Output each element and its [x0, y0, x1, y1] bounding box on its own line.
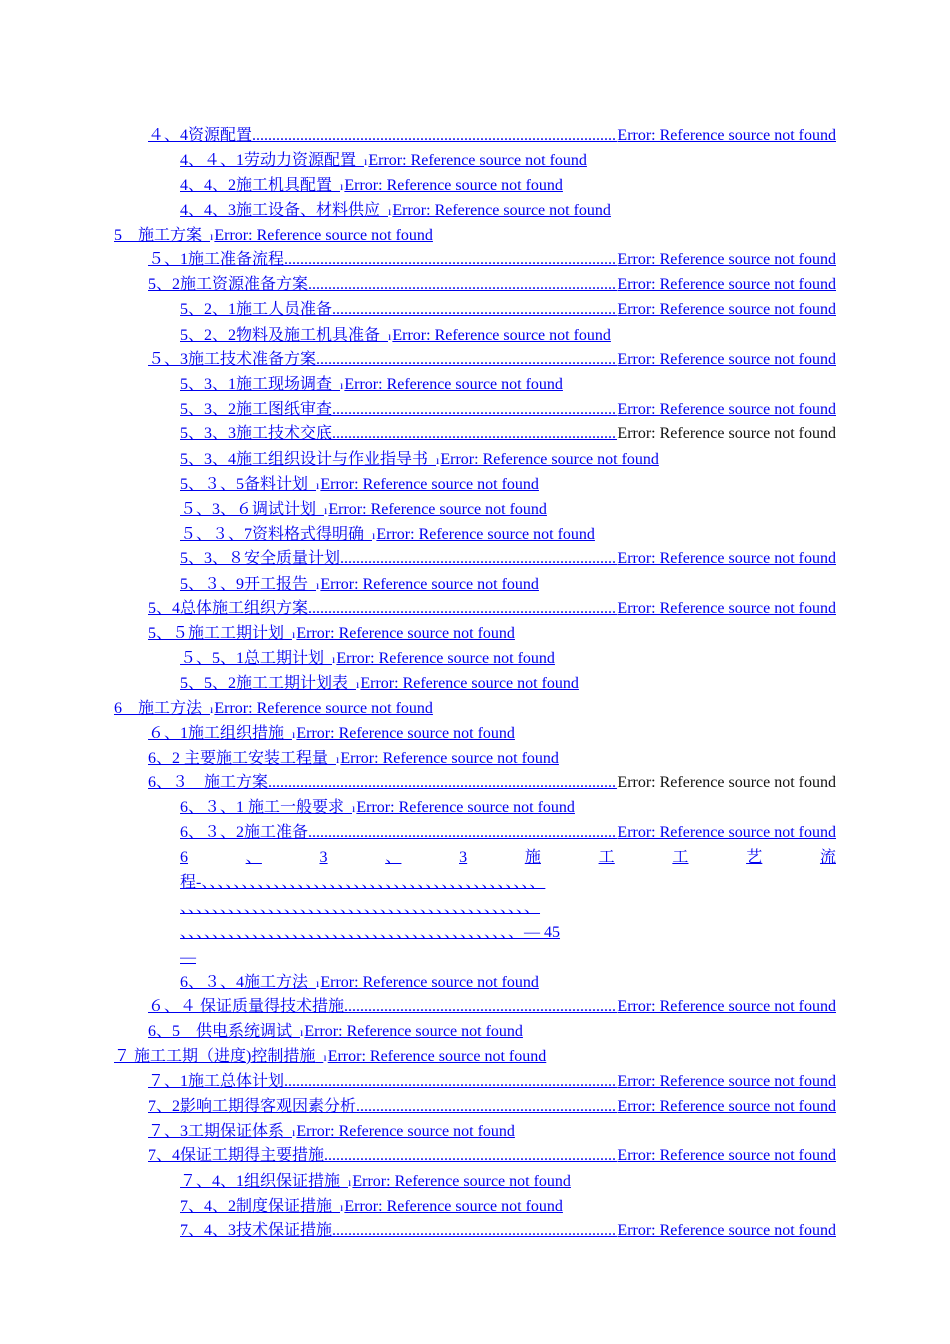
page-reference-error: Error: Reference source not found [617, 774, 836, 791]
page-reference-error: Error: Reference source not found [368, 152, 587, 169]
toc-entry-title: 5、3、2施工图纸审查 [180, 401, 333, 418]
toc-entry[interactable] [180, 200, 611, 222]
toc-entry[interactable] [148, 1121, 515, 1143]
tab-marker-icon: ı [300, 1025, 304, 1039]
tab-gap [332, 1198, 340, 1215]
toc-entry[interactable] [180, 648, 555, 670]
justified-token: 工 [672, 849, 689, 866]
dot-leader [332, 1220, 617, 1242]
tab-marker-icon: ı [388, 204, 392, 218]
page-reference-error: Error: Reference source not found [356, 799, 575, 816]
page-reference-error: Error: Reference source not found [296, 1123, 515, 1140]
tab-marker-icon: ı [348, 1175, 352, 1189]
page-reference-error: Error: Reference source not found [617, 1147, 836, 1164]
page-reference-error: Error: Reference source not found [617, 401, 836, 418]
toc-entry-title: ７ 施工工期（进度)控制措施 [114, 1048, 316, 1065]
page-reference-error: Error: Reference source not found [214, 227, 433, 244]
toc-entry-title: 6、３ 施工方案 [148, 774, 269, 791]
toc-entry[interactable] [148, 274, 836, 296]
toc-entry[interactable] [180, 524, 595, 546]
tab-marker-icon: ı [332, 652, 336, 666]
toc-entry[interactable] [148, 723, 515, 745]
page-reference-error: Error: Reference source not found [320, 576, 539, 593]
toc-entry-title: ５、３、7资料格式得明确 [180, 526, 365, 543]
tab-gap [428, 451, 436, 468]
toc-entry-title: 5 施工方案 [114, 227, 203, 244]
page-reference-error: Error: Reference source not found [392, 202, 611, 219]
page-reference-error: Error: Reference source not found [617, 550, 836, 567]
tab-marker-icon: ı [292, 1125, 296, 1139]
justified-token: 3 [459, 849, 468, 866]
toc-entry[interactable] [180, 1196, 563, 1218]
tab-gap [308, 476, 316, 493]
toc-entry[interactable] [148, 598, 836, 620]
toc-entry[interactable] [180, 1171, 571, 1193]
toc-entry[interactable] [148, 349, 836, 371]
page-reference-error: Error: Reference source not found [320, 476, 539, 493]
toc-entry-title: 5、2、2物料及施工机具准备 [180, 327, 381, 344]
justified-line-1 [180, 845, 836, 870]
toc-entry-title: 5、2施工资源准备方案 [148, 276, 309, 293]
dot-leader [356, 1096, 617, 1118]
justified-token: 、 [245, 849, 262, 866]
toc-entry[interactable] [148, 1096, 836, 1118]
toc-entry[interactable] [180, 474, 539, 496]
toc-entry-title: ７、4、1组织保证措施 [180, 1173, 341, 1190]
tab-marker-icon: ı [352, 801, 356, 815]
page-reference-error: Error: Reference source not found [617, 824, 836, 841]
dot-leader [268, 772, 617, 794]
toc-entry[interactable] [180, 574, 539, 596]
page-reference-error: Error: Reference source not found [617, 998, 836, 1015]
justified-line-3: 、、、、、、、、、、、、、、、、、、、、、、、、、、、、、、、、、、、、、、、、、、、、 [180, 899, 541, 916]
dot-leader [308, 598, 617, 620]
toc-entry[interactable] [180, 499, 547, 521]
toc-entry-title: 5、3、８安全质量计划 [180, 550, 341, 567]
toc-entry-title: 7、4、2制度保证措施 [180, 1198, 333, 1215]
page-reference-error: Error: Reference source not found [340, 750, 559, 767]
toc-entry[interactable] [148, 249, 836, 271]
tab-marker-icon: ı [336, 752, 340, 766]
toc-entry-title: 5、3、1施工现场调查 [180, 376, 333, 393]
tab-gap [332, 177, 340, 194]
toc-entry-title: ５、5、1总工期计划 [180, 650, 325, 667]
toc-entry[interactable] [180, 325, 611, 347]
page-reference-error: Error: Reference source not found [617, 127, 836, 144]
tab-marker-icon: ı [356, 677, 360, 691]
page-reference-error: Error: Reference source not found [344, 177, 563, 194]
page-reference-error: Error: Reference source not found [336, 650, 555, 667]
page-reference-error: Error: Reference source not found [440, 451, 659, 468]
page-reference-error: Error: Reference source not found [327, 1048, 547, 1065]
toc-entry[interactable] [180, 972, 539, 994]
page-reference-error: Error: Reference source not found [296, 625, 515, 642]
toc-entry[interactable] [180, 673, 579, 695]
tab-marker-icon: ı [323, 1050, 327, 1064]
tab-marker-icon: ı [316, 478, 320, 492]
page-reference-error: Error: Reference source not found [617, 600, 836, 617]
toc-entry[interactable] [114, 698, 433, 720]
tab-gap [380, 327, 388, 344]
tab-marker-icon: ı [210, 702, 214, 716]
tab-gap [284, 725, 292, 742]
tab-marker-icon: ı [436, 453, 440, 467]
justified-line-2: 程-、、、、、、、、、、、、、、、、、、、、、、、、、、、、、、、、、、、、、、、、、、 [180, 874, 546, 891]
toc-entry[interactable] [148, 1021, 523, 1043]
toc-entry-title: 5、３、9开工报告 [180, 576, 309, 593]
toc-entry-title: 4、４、1劳动力资源配置 [180, 152, 357, 169]
dot-leader [284, 1071, 617, 1093]
toc-entry-title: 5、5、2施工工期计划表 [180, 675, 349, 692]
toc-entry-title: ４、4资源配置 [148, 127, 253, 144]
dot-leader [332, 399, 617, 421]
page-reference-error: Error: Reference source not found [617, 251, 836, 268]
tab-marker-icon: ı [292, 727, 296, 741]
tab-gap [284, 625, 292, 642]
toc-entry[interactable] [180, 1220, 836, 1242]
tab-marker-icon: ı [316, 578, 320, 592]
tab-gap [316, 501, 324, 518]
tab-marker-icon: ı [364, 154, 368, 168]
justified-token: 艺 [746, 849, 763, 866]
page-reference-error: Error: Reference source not found [376, 526, 595, 543]
toc-entry[interactable] [148, 623, 515, 645]
tab-gap [308, 974, 316, 991]
page-reference-error: Error: Reference source not found [328, 501, 547, 518]
tab-marker-icon: ı [340, 1200, 344, 1214]
page-reference-error: Error: Reference source not found [304, 1023, 523, 1040]
dot-leader [324, 1145, 617, 1167]
dot-leader [316, 349, 617, 371]
toc-entry-title: 4、4、2施工机具配置 [180, 177, 333, 194]
page-reference-error: Error: Reference source not found [617, 276, 836, 293]
justified-token: 3 [319, 849, 328, 866]
dot-leader [332, 299, 617, 321]
toc-entry-6-3-3-process-flow[interactable] [180, 845, 836, 970]
toc-entry-title: ７、3工期保证体系 [148, 1123, 285, 1140]
justified-token: 工 [598, 849, 615, 866]
toc-entry[interactable] [180, 374, 563, 396]
toc-entry-title: 4、4、3施工设备、材料供应 [180, 202, 381, 219]
page-reference-error: Error: Reference source not found [617, 351, 836, 368]
dot-leader [344, 996, 617, 1018]
page-reference-error: Error: Reference source not found [352, 1173, 571, 1190]
page-reference-error: Error: Reference source not found [617, 1222, 836, 1239]
toc-entry[interactable] [180, 299, 836, 321]
toc-entry[interactable] [180, 423, 836, 445]
tab-gap [348, 675, 356, 692]
toc-entry-title: 6、３、2施工准备 [180, 824, 309, 841]
toc-entry[interactable] [180, 150, 587, 172]
tab-marker-icon: ı [210, 229, 214, 243]
toc-entry[interactable] [114, 1046, 546, 1068]
tab-gap [340, 1173, 348, 1190]
justified-line-5: — [180, 949, 196, 966]
toc-entry-title: 5、4总体施工组织方案 [148, 600, 309, 617]
tab-gap [308, 576, 316, 593]
toc-entry-title: ６、４ 保证质量得技术措施 [148, 998, 345, 1015]
toc-entry-title: 5、3、3施工技术交底 [180, 425, 333, 442]
page-reference-error: Error: Reference source not found [214, 700, 433, 717]
toc-entry-title: ５、3、６调试计划 [180, 501, 317, 518]
dot-leader [284, 249, 617, 271]
toc-entry[interactable] [148, 1071, 836, 1093]
page-reference-error: Error: Reference source not found [360, 675, 579, 692]
justified-line-4: 、、、、、、、、、、、、、、、、、、、、、、、、、、、、、、、、、、、、、、、、、、— 45 [180, 924, 561, 941]
page-reference-error: Error: Reference source not found [617, 301, 836, 318]
toc-entry[interactable] [148, 996, 836, 1018]
page-reference-error: Error: Reference source not found [296, 725, 515, 742]
toc-entry-title: ６、1施工组织措施 [148, 725, 285, 742]
tab-gap [332, 376, 340, 393]
dot-leader [308, 274, 617, 296]
tab-gap [202, 700, 210, 717]
toc-entry[interactable] [180, 399, 836, 421]
tab-marker-icon: ı [316, 976, 320, 990]
toc-entry[interactable] [148, 772, 836, 794]
toc-entry[interactable] [180, 822, 836, 844]
toc-entry-title: 5、2、1施工人员准备 [180, 301, 333, 318]
tab-marker-icon: ı [340, 179, 344, 193]
page-reference-error: Error: Reference source not found [344, 376, 563, 393]
page-reference-error: Error: Reference source not found [617, 425, 836, 442]
toc-entry-title: 6、３、4施工方法 [180, 974, 309, 991]
dot-leader [340, 548, 617, 570]
toc-entry-title: ７、1施工总体计划 [148, 1073, 285, 1090]
toc-entry-title: 6、３、1 施工一般要求 [180, 799, 345, 816]
tab-marker-icon: ı [372, 528, 376, 542]
toc-entry[interactable] [114, 225, 433, 247]
toc-entry[interactable] [148, 1145, 836, 1167]
tab-gap [202, 227, 210, 244]
toc-entry[interactable] [180, 175, 563, 197]
toc-entry[interactable] [180, 449, 659, 471]
tab-gap [356, 152, 364, 169]
page-reference-error: Error: Reference source not found [344, 1198, 563, 1215]
toc-entry-title: ５、1施工准备流程 [148, 251, 285, 268]
toc-entry-title: 5、５施工工期计划 [148, 625, 285, 642]
dot-leader [332, 423, 617, 445]
page-reference-error: Error: Reference source not found [617, 1098, 836, 1115]
toc-entry-title: 6、5 供电系统调试 [148, 1023, 293, 1040]
tab-marker-icon: ı [340, 378, 344, 392]
tab-gap [324, 650, 332, 667]
justified-token: 、 [385, 849, 402, 866]
toc-entry-title: 6、2 主要施工安装工程量 [148, 750, 329, 767]
toc-entry[interactable] [148, 748, 559, 770]
justified-token: 施 [524, 849, 541, 866]
tab-gap [284, 1123, 292, 1140]
toc-entry-title: 7、4保证工期得主要措施 [148, 1147, 325, 1164]
tab-gap [344, 799, 352, 816]
tab-gap [380, 202, 388, 219]
toc-entry-title: 7、4、3技术保证措施 [180, 1222, 333, 1239]
toc-entry[interactable] [180, 548, 836, 570]
page-reference-error: Error: Reference source not found [617, 1073, 836, 1090]
toc-entry-title: ５、3施工技术准备方案 [148, 351, 317, 368]
dot-leader [252, 125, 617, 147]
toc-entry-title: 5、３、5备料计划 [180, 476, 309, 493]
toc-entry[interactable] [148, 125, 836, 147]
tab-gap [364, 526, 372, 543]
dot-leader [308, 822, 617, 844]
justified-token: 6 [180, 849, 188, 866]
tab-gap [328, 750, 336, 767]
tab-marker-icon: ı [324, 503, 328, 517]
page-reference-error: Error: Reference source not found [392, 327, 611, 344]
toc-entry-title: 7、2影响工期得客观因素分析 [148, 1098, 357, 1115]
tab-gap [292, 1023, 300, 1040]
tab-marker-icon: ı [388, 329, 392, 343]
toc-entry[interactable] [180, 797, 575, 819]
toc-entry-title: 5、3、4施工组织设计与作业指导书 [180, 451, 429, 468]
page-reference-error: Error: Reference source not found [320, 974, 539, 991]
justified-token: 流 [819, 849, 836, 866]
tab-marker-icon: ı [292, 627, 296, 641]
toc-entry-title: 6 施工方法 [114, 700, 203, 717]
